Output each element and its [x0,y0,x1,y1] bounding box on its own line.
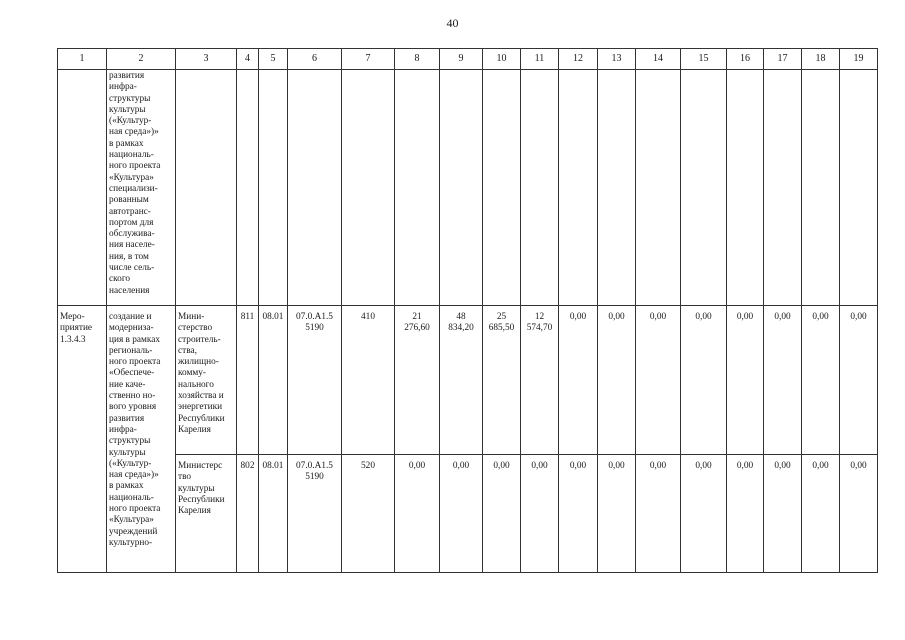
activity-row-2 [58,455,878,573]
text-line: стерство [178,323,213,334]
text-line: 21 [412,312,422,322]
text-line: 5190 [305,472,324,483]
text-line: 07.0.А1.5 [296,461,333,471]
amount-cell: 0,00 [636,455,681,573]
text-line: 0,00 [452,461,470,471]
text-line: «Культура» [109,515,154,526]
amount-cell [440,306,483,455]
vr-cell: 410 [342,306,395,455]
amount-cell: 0,00 [598,306,636,455]
page-number: 40 [446,16,459,30]
column-header: 17 [764,49,802,70]
text-line: ного проекта [109,161,161,172]
text-line: 685,50 [488,323,515,334]
text-line: ние каче- [109,379,146,390]
amount-cell: 0,00 [764,455,802,573]
grbs-cell: 811 [237,306,259,455]
text-line: автотранс- [109,206,151,217]
amount-cell [483,306,521,455]
text-line: националь- [109,492,154,503]
amount-cell: 0,00 [681,306,727,455]
text-line: 25 [496,312,507,322]
text-line: ния населе- [109,240,155,251]
text-line: приятие [60,323,93,334]
column-header: 8 [395,49,440,70]
column-header: 18 [802,49,840,70]
text-line: культурно- [109,537,153,548]
text-line: жилищно- [178,357,219,368]
text-line: рованным [109,195,149,206]
text-line: населения [109,285,150,296]
column-header: 9 [440,49,483,70]
amount-cell: 0,00 [727,306,764,455]
budget-table [57,48,878,573]
amount-cell: 0,00 [802,306,840,455]
column-header: 10 [483,49,521,70]
text-line: 0,00 [408,461,426,471]
text-line: культуры [178,483,215,494]
text-line: культуры [109,104,146,115]
amount-cell: 0,00 [598,455,636,573]
text-line: ного проекта [109,504,161,515]
text-line: создание и [109,312,152,322]
text-line: 834,20 [448,323,474,334]
rzpr-cell: 08.01 [259,306,288,455]
amount-cell: 0,00 [764,306,802,455]
text-line: 48 [456,312,466,322]
text-line: обслужива- [109,229,155,240]
text-line: Карелия [178,506,211,517]
text-line: ния, в том [109,251,149,262]
column-header: 12 [559,49,598,70]
column-header: 5 [259,49,288,70]
text-line: культуры [109,447,146,458]
text-line: структуры [109,436,151,447]
text-line: Карелия [178,424,211,435]
text-line: ства, [178,345,197,356]
vr-cell: 520 [342,455,395,573]
amount-cell [395,455,440,573]
text-line: специализи- [109,183,158,194]
amount-cell: 0,00 [559,306,598,455]
text-line: «Культура» [109,172,154,183]
activity-name-cell [107,306,176,573]
amount-cell: 0,00 [681,455,727,573]
text-line: в рамках [109,481,144,492]
text-line: инфра- [109,424,137,435]
text-line: ного проекта [109,357,161,368]
amount-cell: 0,00 [840,455,878,573]
text-line: 1.3.4.3 [60,334,86,345]
continuation-row [58,70,878,306]
column-header: 3 [176,49,237,70]
activity-code-cell [58,306,107,573]
text-line: 0,00 [531,461,548,471]
column-header: 15 [681,49,727,70]
executor-cell [176,306,237,455]
continuation-name-cell [107,70,176,306]
text-line: «Обеспече- [109,368,155,379]
text-line: числе сель- [109,263,155,274]
text-line: 12 [534,312,545,322]
column-header: 7 [342,49,395,70]
text-line: в рамках [109,138,144,149]
column-header: 16 [727,49,764,70]
text-line: 07.0.А1.5 [296,312,333,322]
rzpr-cell: 08.01 [259,455,288,573]
column-header: 6 [288,49,342,70]
text-line: ная среда»)» [109,127,159,138]
amount-cell: 0,00 [636,306,681,455]
column-header: 14 [636,49,681,70]
text-line: ского [109,274,131,285]
column-header: 11 [521,49,559,70]
csr-cell [288,306,342,455]
grbs-cell: 802 [237,455,259,573]
csr-cell [288,455,342,573]
amount-cell: 0,00 [840,306,878,455]
text-line: вого уровня [109,402,157,413]
amount-cell [521,306,559,455]
text-line: региональ- [109,345,153,356]
text-line: учреждений [109,526,158,537]
text-line: Мини- [178,312,205,322]
text-line: ная среда»)» [109,470,159,481]
amount-cell [395,306,440,455]
text-line: структуры [109,93,151,104]
amount-cell: 0,00 [727,455,764,573]
text-line: развития [109,413,145,424]
text-line: нального [178,379,214,390]
column-header: 2 [107,49,176,70]
text-line: («Культур- [109,458,152,469]
text-line: хозяйства и [178,391,224,402]
header-row [58,49,878,70]
activity-row-1 [58,306,878,455]
text-line: 276,60 [404,323,430,334]
text-line: комму- [178,368,207,379]
text-line: Министерс [178,461,223,471]
text-line: 5190 [305,323,324,334]
text-line: тво [178,472,192,483]
text-line: развития [109,71,145,81]
amount-cell: 0,00 [802,455,840,573]
text-line: 574,70 [526,323,553,334]
text-line: Меро- [60,312,85,322]
amount-cell: 0,00 [559,455,598,573]
amount-cell [521,455,559,573]
text-line: Республики [178,494,225,505]
text-line: ственно но- [109,391,156,402]
text-line: («Культур- [109,116,152,127]
text-line: энергетики [178,402,223,413]
text-line: модерниза- [109,323,154,334]
text-line: Республики [178,413,225,424]
amount-cell [440,455,483,573]
column-header: 4 [237,49,259,70]
text-line: строитель- [178,334,221,345]
text-line: националь- [109,150,154,161]
text-line: инфра- [109,82,137,93]
column-header: 19 [840,49,878,70]
column-header: 13 [598,49,636,70]
amount-cell [483,455,521,573]
executor-cell [176,455,237,573]
text-line: 0,00 [493,461,510,471]
column-header: 1 [58,49,107,70]
text-line: ция в рамках [109,334,161,345]
text-line: портом для [109,217,154,228]
